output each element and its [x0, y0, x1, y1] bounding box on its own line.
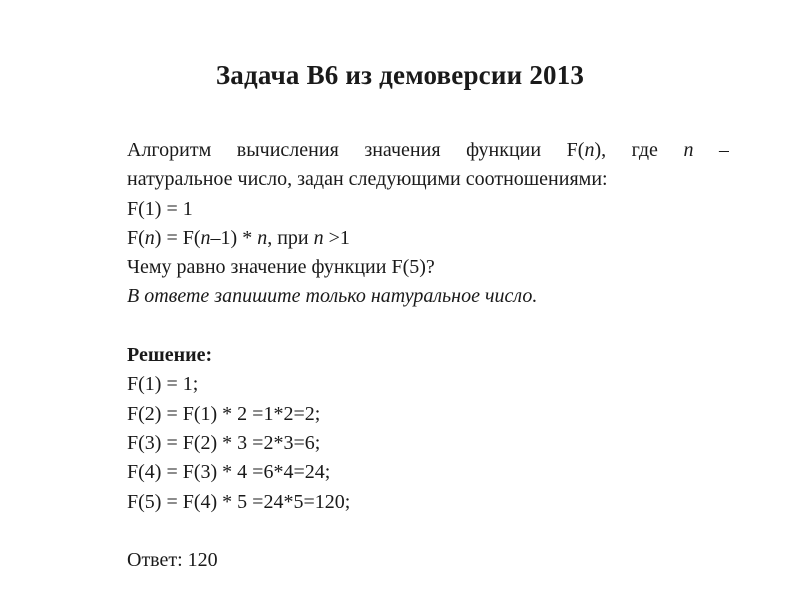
word: значения [364, 139, 441, 161]
instruction: В ответе запишите только натуральное число. [127, 285, 538, 308]
var-n: n [144, 226, 155, 249]
answer: Ответ: 120 [127, 549, 218, 572]
var-n: n [683, 139, 694, 161]
solution-step: F(4) = F(3) * 4 =6*4=24; [127, 461, 331, 484]
rule-text: ) = F( [154, 226, 201, 249]
solution-step: F(5) = F(4) * 5 =24*5=120; [127, 490, 351, 513]
spacer [127, 312, 729, 341]
rule-text: , при [267, 226, 314, 249]
rule-recursive [127, 224, 729, 253]
solution-heading: Решение: [127, 344, 213, 367]
fn-close: ), [594, 139, 607, 161]
function-notation [567, 139, 606, 161]
solution-step: F(1) = 1; [127, 373, 199, 396]
rule-text: >1 [323, 226, 350, 249]
solution-step: F(3) = F(2) * 3 =2*3=6; [127, 431, 321, 454]
problem-line-1 [127, 136, 729, 165]
var-n: n [584, 139, 595, 161]
question: Чему равно значение функции F(5)? [127, 256, 435, 279]
page-title: Задача В6 из демоверсии 2013 [215, 60, 585, 90]
problem-content [127, 136, 729, 575]
fn-open: F( [566, 139, 585, 161]
rule-base: F(1) = 1 [127, 197, 193, 220]
problem-line-2: натуральное число, задан следующими соотношениями: [127, 168, 608, 191]
var-n: n [257, 226, 268, 249]
spacer [127, 517, 729, 546]
solution-step: F(2) = F(1) * 2 =1*2=2; [127, 402, 321, 425]
var-n: n [313, 226, 324, 249]
word: вычисления [236, 139, 339, 161]
word: где [631, 139, 658, 161]
rule-text: F( [127, 226, 145, 249]
rule-text: –1) * [210, 226, 258, 249]
word: функции [466, 139, 542, 161]
word: Алгоритм [127, 139, 212, 161]
dash: – [719, 139, 729, 161]
var-n: n [200, 226, 211, 249]
